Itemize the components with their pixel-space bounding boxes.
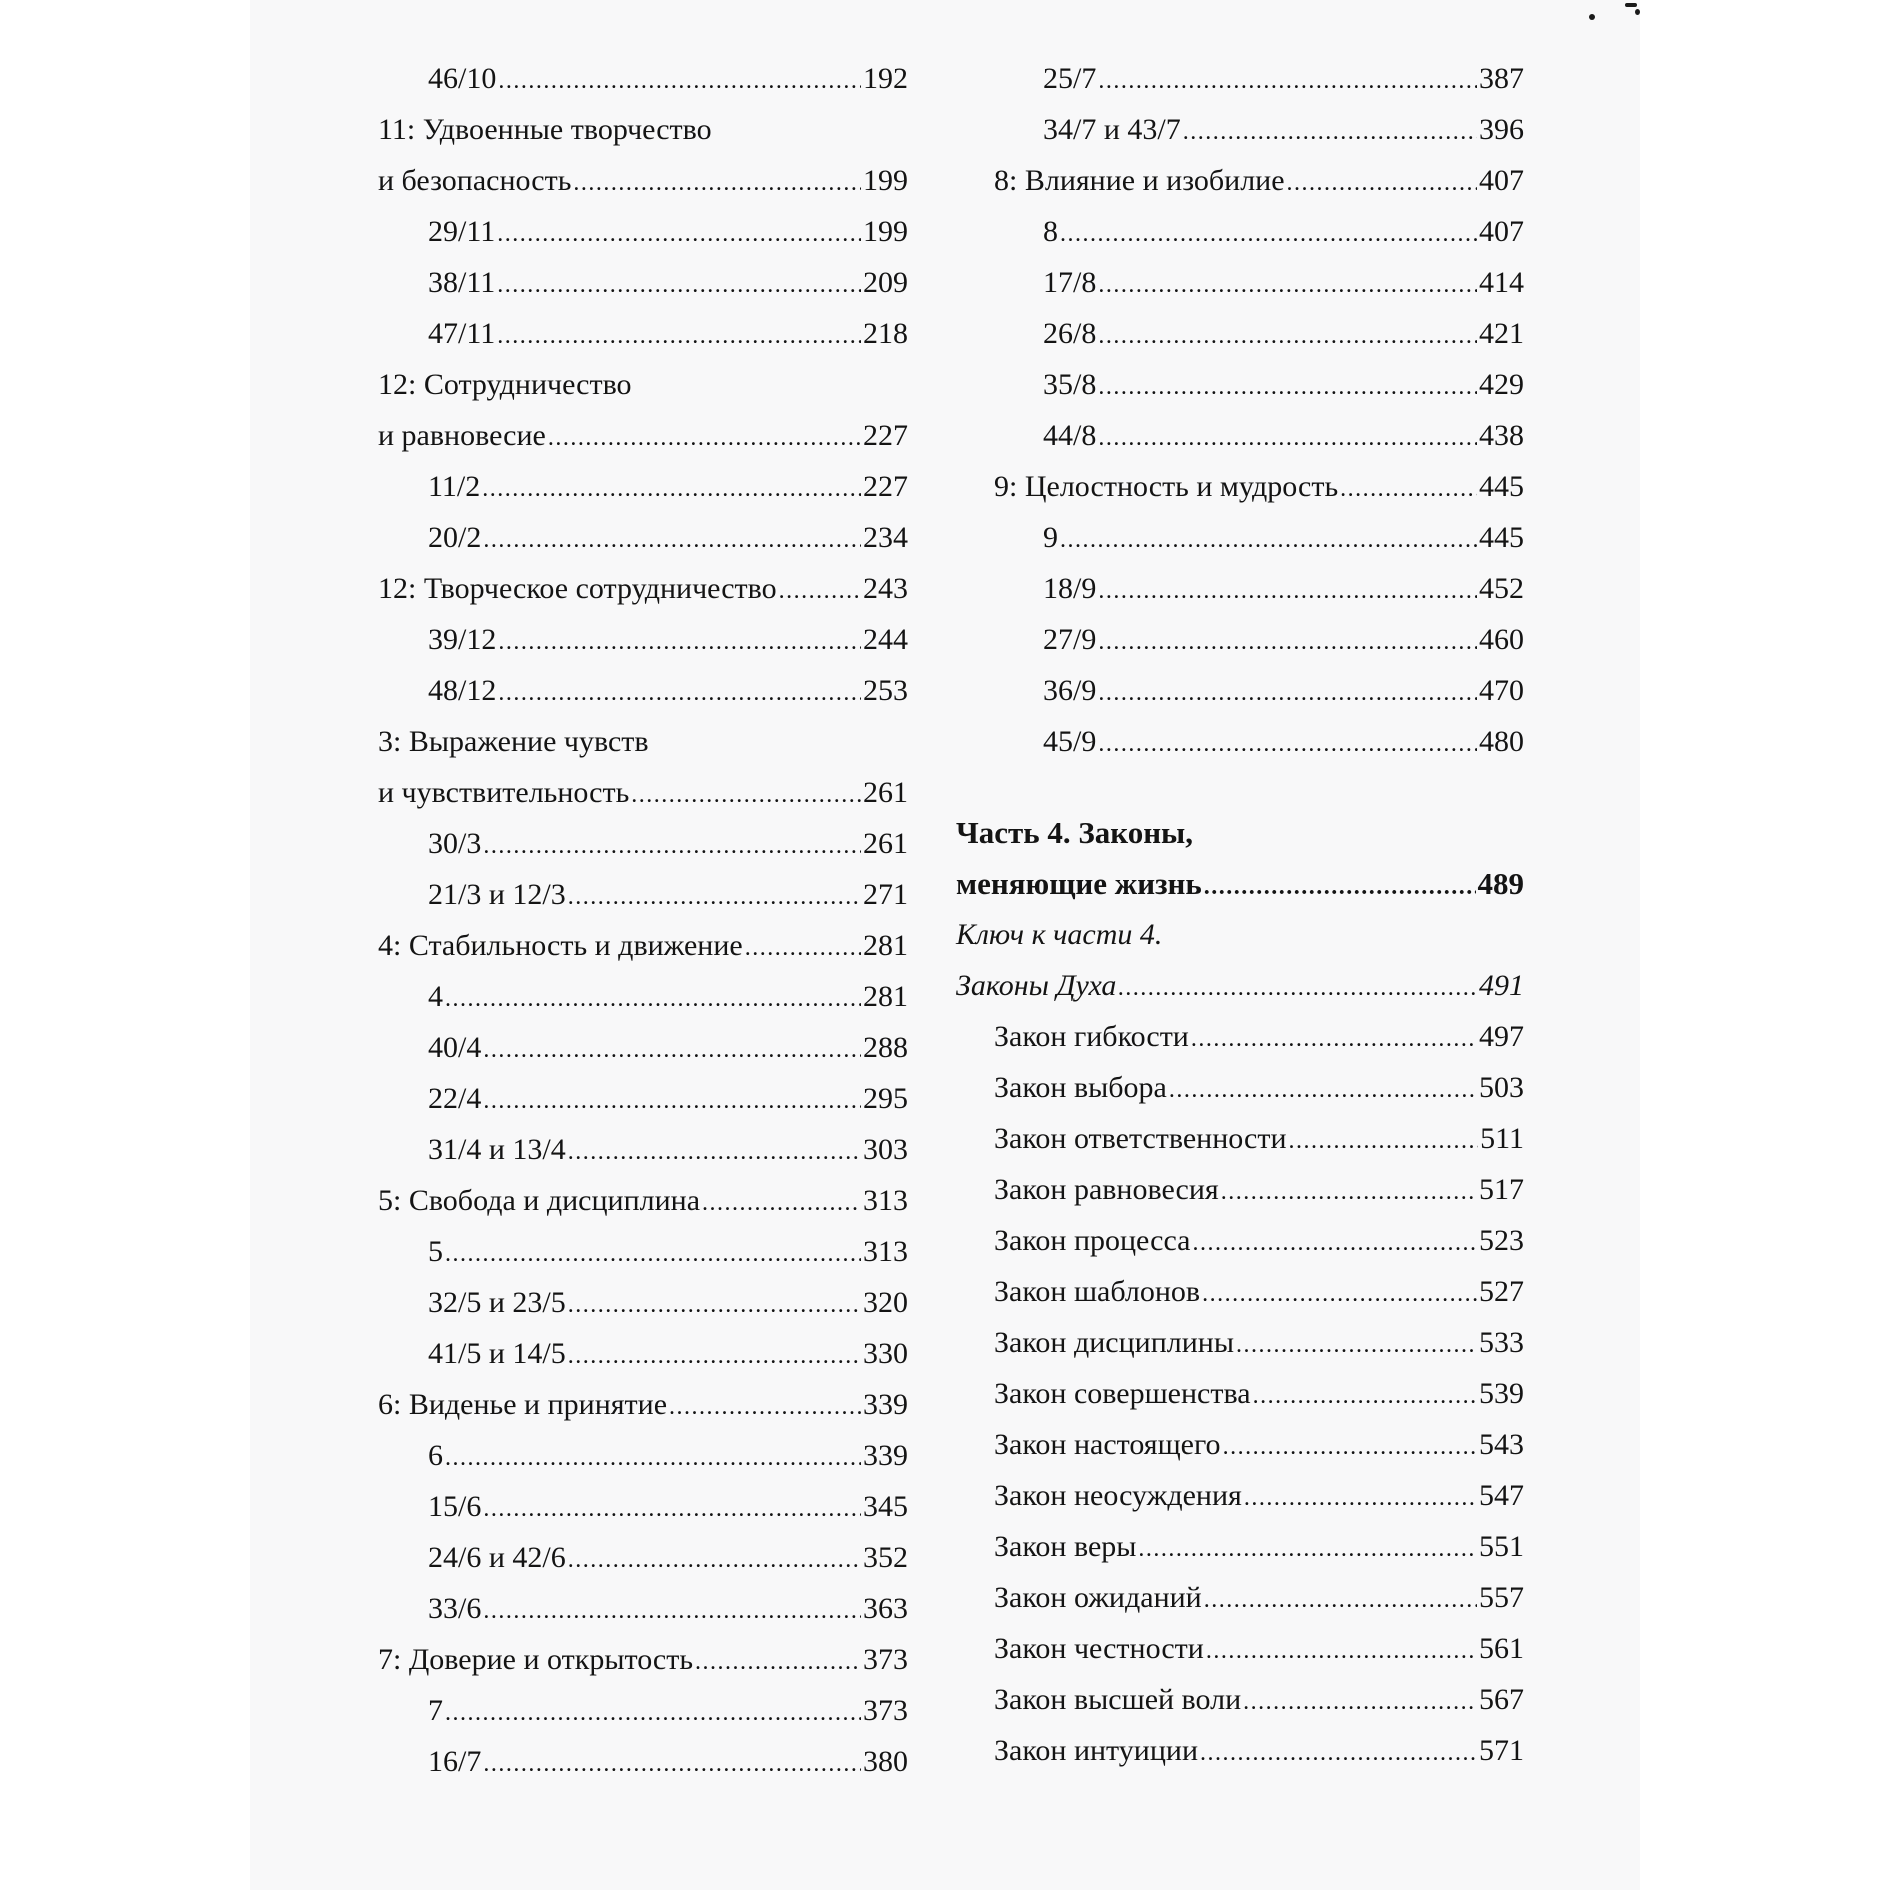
toc-entry-title: 8: Влияние и изобилие <box>994 164 1285 197</box>
dot-leader <box>1098 665 1477 719</box>
toc-page-number: 313 <box>863 1184 908 1217</box>
dot-leader <box>1118 960 1477 1014</box>
toc-entry-title: 40/4 <box>428 1031 482 1064</box>
toc-entry-title: 34/7 и 43/7 <box>1043 113 1181 146</box>
toc-page-number: 373 <box>863 1694 908 1727</box>
dot-leader <box>498 53 861 107</box>
toc-page-number: 511 <box>1480 1122 1524 1155</box>
dot-leader <box>1169 1062 1477 1116</box>
dot-leader <box>1204 858 1476 913</box>
toc-entry-title: 27/9 <box>1043 623 1097 656</box>
toc-page-number: 445 <box>1479 521 1524 554</box>
toc-entry <box>378 1022 908 1073</box>
toc-entry-title: Закон веры <box>994 1530 1137 1563</box>
toc-entry-title: 11/2 <box>428 470 481 503</box>
toc-entry-title: 18/9 <box>1043 572 1097 605</box>
dot-leader <box>702 1175 861 1229</box>
toc-entry <box>956 807 1524 858</box>
toc-entry <box>378 461 908 512</box>
toc-page-number: 557 <box>1479 1581 1524 1614</box>
toc-page-number: 571 <box>1479 1734 1524 1767</box>
toc-entry-title: 35/8 <box>1043 368 1097 401</box>
toc-entry-title: Закон настоящего <box>994 1428 1221 1461</box>
toc-page-number: 339 <box>863 1439 908 1472</box>
toc-page-number: 313 <box>863 1235 908 1268</box>
toc-entry-title: Закон шаблонов <box>994 1275 1201 1308</box>
toc-page-number: 489 <box>1477 866 1524 901</box>
toc-entry-title: Закон совершенства <box>994 1377 1251 1410</box>
toc-entry <box>378 1124 908 1175</box>
toc-entry-title: Законы Духа <box>956 969 1117 1002</box>
dot-leader <box>1098 716 1477 770</box>
dot-leader <box>779 563 861 617</box>
toc-page-number: 429 <box>1479 368 1524 401</box>
dot-leader <box>695 1634 861 1688</box>
toc-entry-title: 31/4 и 13/4 <box>428 1133 566 1166</box>
dot-leader <box>568 1532 861 1586</box>
toc-page-number: 345 <box>863 1490 908 1523</box>
toc-entry <box>956 1062 1524 1113</box>
toc-entry-title: 5: Свобода и дисциплина <box>378 1184 701 1217</box>
toc-entry-title: 29/11 <box>428 215 496 248</box>
toc-entry-title: 9: Целостность и мудрость <box>994 470 1339 503</box>
toc-page-number: 244 <box>863 623 908 656</box>
toc-entry <box>378 767 908 818</box>
toc-entry-title: 44/8 <box>1043 419 1097 452</box>
toc-page-number: 373 <box>863 1643 908 1676</box>
toc-entry-title: Закон честности <box>994 1632 1204 1665</box>
toc-entry-title: 4 <box>428 980 443 1013</box>
dot-leader <box>483 1481 861 1535</box>
toc-page-number: 491 <box>1479 969 1524 1002</box>
toc-entry-title: Ключ к части 4. <box>956 918 1163 951</box>
toc-page-number: 218 <box>863 317 908 350</box>
toc-entry-title: Часть 4. Законы, <box>956 815 1194 850</box>
toc-entry-title: и чувствительность <box>378 776 630 809</box>
toc-page-number: 497 <box>1479 1020 1524 1053</box>
toc-entry-title: 25/7 <box>1043 62 1097 95</box>
toc-page-number: 480 <box>1479 725 1524 758</box>
dot-leader <box>497 206 861 260</box>
toc-entry-title: 36/9 <box>1043 674 1097 707</box>
toc-page-number: 352 <box>863 1541 908 1574</box>
dot-leader <box>1098 257 1477 311</box>
dot-leader <box>1098 563 1477 617</box>
dot-leader <box>1191 1011 1477 1065</box>
toc-entry <box>378 1532 908 1583</box>
toc-page-number: 261 <box>863 776 908 809</box>
toc-entry-title: 26/8 <box>1043 317 1097 350</box>
toc-page-number: 281 <box>863 980 908 1013</box>
toc-entry-title: 32/5 и 23/5 <box>428 1286 566 1319</box>
toc-entry-title: 17/8 <box>1043 266 1097 299</box>
toc-entry-title: Закон интуиции <box>994 1734 1198 1767</box>
toc-page-number: 303 <box>863 1133 908 1166</box>
toc-entry-title: меняющие жизнь <box>956 866 1202 901</box>
toc-entry-title: 47/11 <box>428 317 496 350</box>
toc-entry-title: 24/6 и 42/6 <box>428 1541 566 1574</box>
toc-page-number: 523 <box>1479 1224 1524 1257</box>
toc-entry-title: 20/2 <box>428 521 482 554</box>
toc-page-number: 387 <box>1479 62 1524 95</box>
toc-page-number: 503 <box>1479 1071 1524 1104</box>
toc-entry-title: Закон выбора <box>994 1071 1167 1104</box>
toc-page-number: 253 <box>863 674 908 707</box>
toc-page-number: 271 <box>863 878 908 911</box>
dot-leader <box>445 1685 861 1739</box>
toc-page-number: 561 <box>1479 1632 1524 1665</box>
toc-entry <box>378 971 908 1022</box>
toc-entry <box>956 1725 1524 1776</box>
toc-entry-title: 15/6 <box>428 1490 482 1523</box>
toc-entry-title: 6: Виденье и принятие <box>378 1388 668 1421</box>
toc-entry <box>956 1521 1524 1572</box>
dot-leader <box>1138 1521 1477 1575</box>
dot-leader <box>548 410 861 464</box>
toc-entry-title: 38/11 <box>428 266 496 299</box>
toc-entry-title: 30/3 <box>428 827 482 860</box>
toc-page-number: 209 <box>863 266 908 299</box>
toc-entry <box>378 1226 908 1277</box>
toc-entry-title: 16/7 <box>428 1745 482 1778</box>
toc-entry-title: 12: Творческое сотрудничество <box>378 572 777 605</box>
dot-leader <box>573 155 861 209</box>
toc-entry-title: 21/3 и 12/3 <box>428 878 566 911</box>
dot-leader <box>1206 1623 1477 1677</box>
toc-entry-title: 4: Стабильность и движение <box>378 929 743 962</box>
toc-page-number: 567 <box>1479 1683 1524 1716</box>
dot-leader <box>483 512 861 566</box>
toc-entry <box>956 614 1524 665</box>
toc-entry <box>378 53 908 104</box>
toc-entry <box>378 512 908 563</box>
toc-entry-title: Закон неосуждения <box>994 1479 1242 1512</box>
dot-leader <box>1060 206 1477 260</box>
toc-entry <box>378 1430 908 1481</box>
dot-leader <box>482 461 861 515</box>
toc-entry <box>378 716 908 767</box>
dot-leader <box>1340 461 1477 515</box>
dot-leader <box>497 308 861 362</box>
dot-leader <box>1204 1572 1477 1626</box>
dot-leader <box>568 1277 861 1331</box>
toc-page-number: 517 <box>1479 1173 1524 1206</box>
toc-page-number: 445 <box>1479 470 1524 503</box>
toc-right-column <box>956 53 1524 1776</box>
toc-entry <box>378 1328 908 1379</box>
toc-entry <box>378 563 908 614</box>
toc-entry-title: Закон процесса <box>994 1224 1191 1257</box>
toc-entry <box>956 410 1524 461</box>
toc-entry <box>956 359 1524 410</box>
toc-entry <box>378 1175 908 1226</box>
toc-entry-title: 41/5 и 14/5 <box>428 1337 566 1370</box>
toc-entry <box>956 1164 1524 1215</box>
dot-leader <box>669 1379 861 1433</box>
toc-page-number: 551 <box>1479 1530 1524 1563</box>
toc-entry <box>956 1572 1524 1623</box>
toc-page-number: 547 <box>1479 1479 1524 1512</box>
toc-page-number: 295 <box>863 1082 908 1115</box>
toc-page-number: 261 <box>863 827 908 860</box>
toc-entry <box>378 818 908 869</box>
dot-leader <box>483 1583 861 1637</box>
toc-entry-title: 45/9 <box>1043 725 1097 758</box>
toc-entry <box>956 563 1524 614</box>
dot-leader <box>1192 1215 1477 1269</box>
toc-page-number: 199 <box>863 215 908 248</box>
toc-entry-title: Закон гибкости <box>994 1020 1189 1053</box>
toc-entry <box>956 1470 1524 1521</box>
toc-entry <box>378 1277 908 1328</box>
toc-page-number: 227 <box>863 470 908 503</box>
toc-entry <box>956 665 1524 716</box>
toc-entry-title: Закон равновесия <box>994 1173 1219 1206</box>
toc-entry <box>956 104 1524 155</box>
toc-entry <box>378 155 908 206</box>
dot-leader <box>745 920 861 974</box>
toc-entry <box>956 1317 1524 1368</box>
toc-entry-title: 22/4 <box>428 1082 482 1115</box>
dot-leader <box>1287 155 1477 209</box>
toc-entry <box>956 1266 1524 1317</box>
toc-entry <box>378 869 908 920</box>
dot-leader <box>1098 308 1477 362</box>
toc-entry <box>378 410 908 461</box>
toc-entry <box>378 920 908 971</box>
toc-entry-title: 39/12 <box>428 623 497 656</box>
toc-entry <box>956 1623 1524 1674</box>
toc-entry <box>378 665 908 716</box>
toc-page-number: 199 <box>863 164 908 197</box>
dot-leader <box>445 971 861 1025</box>
toc-entry <box>956 308 1524 359</box>
toc-page-number: 227 <box>863 419 908 452</box>
toc-entry-title: 48/12 <box>428 674 497 707</box>
toc-entry <box>956 206 1524 257</box>
toc-entry-title: 7: Доверие и открытость <box>378 1643 694 1676</box>
toc-entry <box>956 1011 1524 1062</box>
toc-page-number: 539 <box>1479 1377 1524 1410</box>
toc-entry <box>956 1674 1524 1725</box>
dot-leader <box>568 1124 861 1178</box>
toc-page-number: 543 <box>1479 1428 1524 1461</box>
dot-leader <box>445 1430 861 1484</box>
dot-leader <box>498 665 861 719</box>
toc-entry <box>956 960 1524 1011</box>
dot-leader <box>1221 1164 1477 1218</box>
ink-speck <box>1635 9 1640 15</box>
toc-entry <box>956 858 1524 909</box>
toc-entry-title: 6 <box>428 1439 443 1472</box>
toc-entry <box>956 461 1524 512</box>
toc-entry <box>378 104 908 155</box>
toc-entry <box>956 512 1524 563</box>
dot-leader <box>483 1022 861 1076</box>
dot-leader <box>631 767 861 821</box>
toc-entry <box>378 1583 908 1634</box>
toc-entry-title: 8 <box>1043 215 1058 248</box>
toc-entry-title: Закон ответственности <box>994 1122 1287 1155</box>
toc-entry-title: 11: Удвоенные творчество <box>378 113 712 146</box>
toc-page-number: 452 <box>1479 572 1524 605</box>
dot-leader <box>483 1073 861 1127</box>
dot-leader <box>1098 614 1477 668</box>
ink-speck <box>1625 3 1637 7</box>
dot-leader <box>1098 410 1477 464</box>
dot-leader <box>1244 1470 1477 1524</box>
toc-page-number: 460 <box>1479 623 1524 656</box>
toc-entry <box>378 1685 908 1736</box>
toc-page-number: 407 <box>1479 215 1524 248</box>
toc-entry <box>378 308 908 359</box>
toc-entry <box>956 909 1524 960</box>
ink-speck <box>1589 14 1595 20</box>
toc-page-number: 438 <box>1479 419 1524 452</box>
dot-leader <box>498 614 861 668</box>
dot-leader <box>483 818 861 872</box>
toc-left-column <box>378 53 908 1787</box>
toc-entry-title: 46/10 <box>428 62 497 95</box>
dot-leader <box>1183 104 1477 158</box>
toc-page-number: 380 <box>863 1745 908 1778</box>
toc-entry <box>378 1073 908 1124</box>
dot-leader <box>497 257 861 311</box>
toc-page-number: 421 <box>1479 317 1524 350</box>
toc-entry-title: 3: Выражение чувств <box>378 725 649 758</box>
dot-leader <box>1098 359 1477 413</box>
toc-entry <box>956 1215 1524 1266</box>
dot-leader <box>445 1226 861 1280</box>
dot-leader <box>1200 1725 1477 1779</box>
toc-entry-title: Закон высшей воли <box>994 1683 1242 1716</box>
toc-entry <box>956 716 1524 767</box>
toc-page-number: 288 <box>863 1031 908 1064</box>
toc-entry <box>956 1419 1524 1470</box>
toc-page-number: 192 <box>863 62 908 95</box>
toc-page-number: 363 <box>863 1592 908 1625</box>
toc-page-number: 243 <box>863 572 908 605</box>
toc-entry-title: 7 <box>428 1694 443 1727</box>
toc-entry <box>956 1113 1524 1164</box>
dot-leader <box>1289 1113 1479 1167</box>
toc-page-number: 527 <box>1479 1275 1524 1308</box>
toc-page-number: 396 <box>1479 113 1524 146</box>
toc-page-number: 414 <box>1479 266 1524 299</box>
toc-entry <box>378 359 908 410</box>
toc-page-number: 234 <box>863 521 908 554</box>
toc-entry-title: 12: Сотрудничество <box>378 368 632 401</box>
toc-entry-title: 9 <box>1043 521 1058 554</box>
dot-leader <box>1098 53 1477 107</box>
toc-entry <box>956 1368 1524 1419</box>
toc-entry-title: 5 <box>428 1235 443 1268</box>
toc-entry-title: Закон дисциплины <box>994 1326 1234 1359</box>
toc-entry-title: и безопасность <box>378 164 572 197</box>
dot-leader <box>1223 1419 1477 1473</box>
toc-entry-title: и равновесие <box>378 419 546 452</box>
toc-entry-title: 33/6 <box>428 1592 482 1625</box>
toc-page-number: 339 <box>863 1388 908 1421</box>
toc-page-number: 281 <box>863 929 908 962</box>
dot-leader <box>1060 512 1477 566</box>
toc-entry <box>378 257 908 308</box>
dot-leader <box>1236 1317 1477 1371</box>
toc-page-number: 330 <box>863 1337 908 1370</box>
toc-entry <box>378 614 908 665</box>
toc-page-number: 533 <box>1479 1326 1524 1359</box>
toc-entry <box>378 1379 908 1430</box>
toc-entry <box>378 1634 908 1685</box>
dot-leader <box>1253 1368 1477 1422</box>
toc-entry-title: Закон ожиданий <box>994 1581 1202 1614</box>
toc-entry <box>378 1481 908 1532</box>
toc-entry <box>378 206 908 257</box>
toc-entry <box>378 1736 908 1787</box>
toc-entry <box>956 155 1524 206</box>
toc-page-number: 320 <box>863 1286 908 1319</box>
dot-leader <box>1202 1266 1477 1320</box>
toc-page-number: 470 <box>1479 674 1524 707</box>
dot-leader <box>568 1328 861 1382</box>
dot-leader <box>1243 1674 1477 1728</box>
dot-leader <box>568 869 861 923</box>
toc-entry <box>956 53 1524 104</box>
dot-leader <box>483 1736 861 1790</box>
toc-page-number: 407 <box>1479 164 1524 197</box>
toc-entry <box>956 257 1524 308</box>
